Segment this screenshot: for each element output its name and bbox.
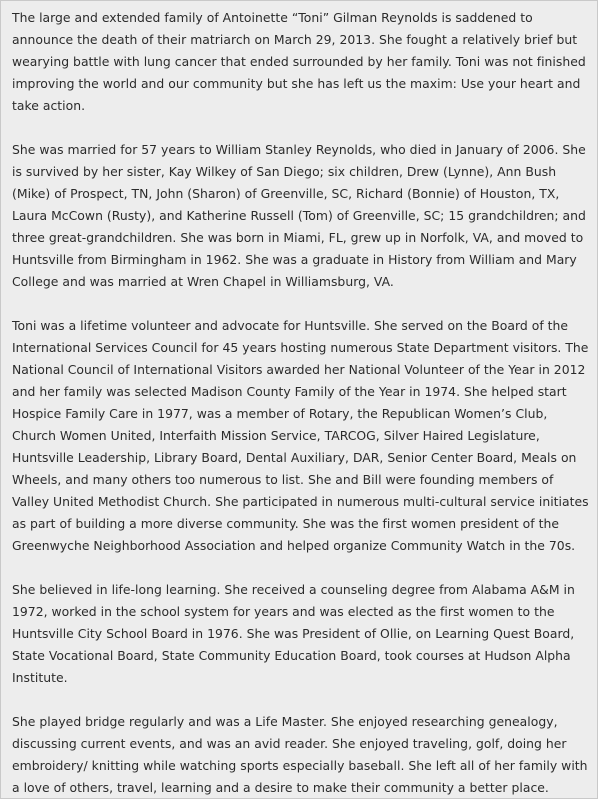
paragraph-announcement: The large and extended family of Antoinette “Toni” Gilman Reynolds is saddened to announce the death of their matriarch on March 29, 2013. She fought a relatively brief but wearying battle with lung cancer that ended surrounded by her family. Toni was not finished improving the world and our community but she has left us the maxim: Use your heart and take action.: [12, 10, 586, 113]
paragraph-volunteer: Toni was a lifetime volunteer and advocate for Huntsville. She served on the Board of the International Services Council for 45 years hosting numerous State Department visitors. The National Council of International Visitors awarded her National Volunteer of the Year in 2012 and her family was selected Madison County Family of the Year in 1974. She helped start Hospice Family Care in 1977, was a member of Rotary, the Republican Women’s Club, Church Women United, Interfaith Mission Service, TARCOG, Silver Haired Legislature, Huntsville Leadership, Library Board, Dental Auxiliary, DAR, Senior Center Board, Meals on Wheels, and many others too numerous to list. She and Bill were founding members of Valley United Methodist Church. She participated in numerous multi-cultural service initiates as part of building a more diverse community. She was the first women president of the Greenwyche Neighborhood Association and helped organize Community Watch in the 70s.: [12, 318, 589, 553]
paragraph-interests: She played bridge regularly and was a Life Master. She enjoyed researching genealogy, discussing current events, and was an avid reader. She enjoyed traveling, golf, doing her embroidery/ knitting while watching sports especially baseball. She left all of her family with a love of others, travel, learning and a desire to make their community a better place.: [12, 714, 588, 795]
obituary-text: [12, 7, 590, 799]
paragraph-learning: She believed in life-long learning. She received a counseling degree from Alabama A&M in 1972, worked in the school system for years and was elected as the first women to the Huntsville City School Board in 1976. She was President of Ollie, on Learning Quest Board, State Vocational Board, State Community Education Board, took courses at Hudson Alpha Institute.: [12, 582, 575, 685]
paragraph-family: She was married for 57 years to William Stanley Reynolds, who died in January of 2006. She is survived by her sister, Kay Wilkey of San Diego; six children, Drew (Lynne), Ann Bush (Mike) of Prospect, TN, John (Sharon) of Greenville, SC, Richard (Bonnie) of Houston, TX, Laura McCown (Rusty), and Katherine Russell (Tom) of Greenville, SC; 15 grandchildren; and three great-grandchildren. She was born in Miami, FL, grew up in Norfolk, VA, and moved to Huntsville from Birmingham in 1962. She was a graduate in History from William and Mary College and was married at Wren Chapel in Williamsburg, VA.: [12, 142, 586, 289]
